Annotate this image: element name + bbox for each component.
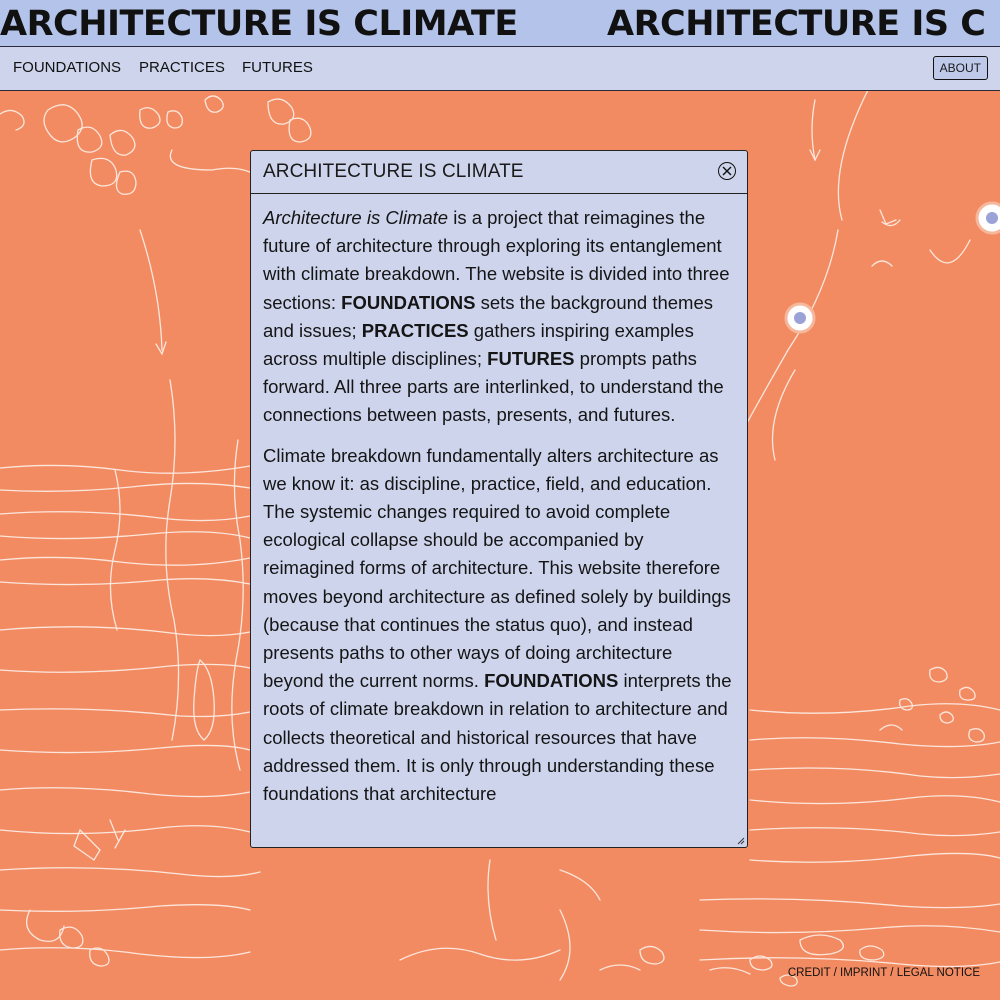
nav-foundations[interactable]: FOUNDATIONS: [13, 59, 122, 76]
resize-grip-icon[interactable]: [737, 837, 745, 845]
text-span: Climate breakdown fundamentally alters architecture as we know it: as discipline, practice, field, and education. The systemic changes required to avoid complete ecological collapse should be accompanied by reimagined forms of architecture. This website therefore moves beyond architecture as defined solely by buildings (because that continues the status quo), and instead presents paths to other ways of doing architecture beyond the current norms.: [263, 444, 731, 692]
project-name: Architecture is Climate: [263, 207, 449, 228]
marquee-text-2: ARCHITECTURE IS C: [607, 4, 986, 44]
title-marquee: [0, 0, 1000, 47]
practices-link[interactable]: PRACTICES: [361, 319, 469, 341]
body-paragraph: [263, 442, 735, 809]
close-icon: [722, 166, 732, 176]
close-button[interactable]: [718, 162, 736, 180]
text-span: prompts paths forward. All three parts are interlinked, to understand the connections between pasts, presents, and futures.: [263, 348, 724, 426]
foundations-link[interactable]: FOUNDATIONS: [484, 670, 619, 692]
modal-body: [251, 194, 747, 808]
legal-notice-link[interactable]: LEGAL NOTICE: [896, 967, 980, 979]
nav-futures[interactable]: FUTURES: [242, 59, 313, 76]
text-span: is a project that reimagines the future of architecture through exploring its entanglement with climate breakdown. The website is divided into three sections:: [263, 207, 730, 313]
about-button[interactable]: ABOUT: [933, 56, 988, 80]
separator: /: [830, 967, 841, 979]
nav-practices[interactable]: PRACTICES: [139, 59, 225, 76]
separator: /: [887, 967, 897, 979]
marquee-text-1: ARCHITECTURE IS CLIMATE: [0, 4, 518, 44]
modal-header: [251, 151, 747, 194]
about-modal: [250, 150, 748, 848]
imprint-link[interactable]: IMPRINT: [840, 967, 888, 979]
text-span: sets the background themes and issues;: [263, 291, 714, 341]
main-navigation: [0, 47, 1000, 91]
modal-title: ARCHITECTURE IS CLIMATE: [263, 161, 524, 182]
footer-links: [788, 967, 980, 979]
text-span: interprets the roots of climate breakdown in relation to architecture and collects theoretical and historical resources that have addressed them. It is only through understanding these foundations that architecture: [263, 670, 732, 805]
text-span: gathers inspiring examples across multiple disciplines;: [263, 319, 694, 370]
intro-paragraph: [263, 204, 735, 430]
foundations-link[interactable]: FOUNDATIONS: [341, 291, 476, 313]
futures-link[interactable]: FUTURES: [487, 348, 575, 370]
credit-link[interactable]: CREDIT: [787, 967, 831, 979]
